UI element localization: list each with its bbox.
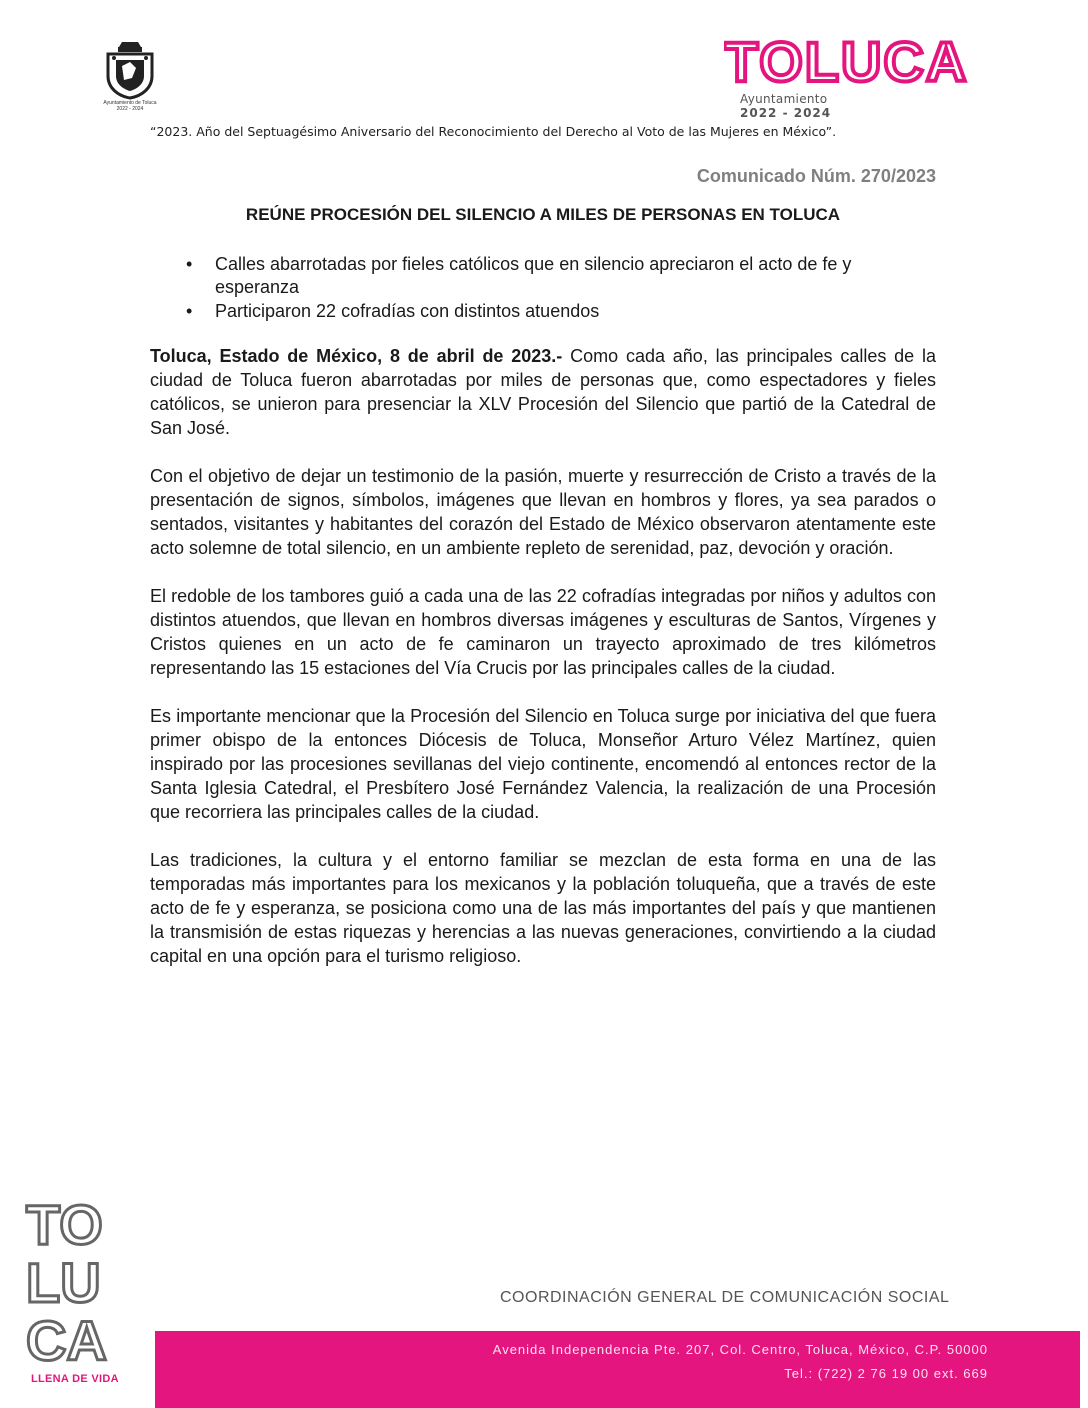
brand-subtitle-line1: Ayuntamiento <box>740 92 828 106</box>
tagline: LLENA DE VIDA <box>31 1373 119 1385</box>
bullet-text: Calles abarrotadas por fieles católicos que en silencio apreciaron el acto de fe y esperanza <box>215 254 852 297</box>
stacked-toluca-logo <box>24 1192 144 1368</box>
paragraph-text: Como cada año, las principales calles de la ciudad de Toluca fueron abarrotadas por miles de personas que, como espectadores y fieles católicos, se unieron para presenciar la XLV Procesión del Silencio que partió de la Catedral de San José. <box>150 346 936 438</box>
headline: REÚNE PROCESIÓN DEL SILENCIO A MILES DE PERSONAS EN TOLUCA <box>245 205 841 224</box>
seal-caption <box>88 100 172 112</box>
municipal-seal <box>88 38 172 118</box>
article-body <box>150 344 936 992</box>
bullet-item <box>150 253 936 299</box>
paragraph: El redoble de los tambores guió a cada una de las 22 cofradías integradas por niños y adultos con distintos atuendos, que llevan en hombros diversas imágenes y esculturas de Santos, Vírgenes y Cristos quienes en un acto de fe caminaron un trayecto aproximado de tres kilómetros representando las 15 estaciones del Vía Crucis por las principales calles de la ciudad. <box>150 586 936 678</box>
footer-address: Avenida Independencia Pte. 207, Col. Centro, Toluca, México, C.P. 50000 <box>492 1342 988 1357</box>
bullet-icon: • <box>186 254 193 274</box>
footer-phone: Tel.: (722) 2 76 19 00 ext. 669 <box>784 1366 988 1381</box>
toluca-wordmark <box>724 36 986 88</box>
brand-subtitle-line2: 2022 - 2024 <box>740 106 832 120</box>
coordination-label: COORDINACIÓN GENERAL DE COMUNICACIÓN SOCIAL <box>500 1289 950 1306</box>
seal-caption-line1: Ayuntamiento de Toluca <box>103 100 157 106</box>
bullet-icon: • <box>186 301 193 321</box>
brand-wordmark-text: TOLUCA <box>724 36 969 88</box>
paragraph: Las tradiciones, la cultura y el entorno familiar se mezclan de esta forma en una de las temporadas más importantes para los mexicanos y la población toluqueña, que a través de este acto de fe y esperanza, se posiciona como una de las más importantes del país y que mantienen la transmisión de estas riquezas y herencias a las nuevas generaciones, convirtiendo a la ciudad capital en una opción para el turismo religioso. <box>150 850 936 966</box>
logo-row-ca: CA <box>26 1309 107 1368</box>
bullet-item <box>150 300 936 323</box>
footer-toluca-logo <box>24 1192 144 1392</box>
paragraph-lead <box>150 344 936 440</box>
seal-caption-line2: 2022 - 2024 <box>116 106 144 112</box>
bullet-text: Participaron 22 cofradías con distintos atuendos <box>215 301 600 321</box>
coat-of-arms-icon <box>100 38 160 100</box>
paragraph: Con el objetivo de dejar un testimonio de la pasión, muerte y resurrección de Cristo a través de la presentación de signos, símbolos, imágenes que llevan en hombros y flores, ya sea parados o sentados, visitantes y habitantes del corazón del Estado de México observaron atentamente este acto solemne de total silencio, en un ambiente repleto de serenidad, paz, devoción y oración. <box>150 466 936 558</box>
toluca-brand-logo <box>724 36 986 126</box>
brand-subtitle <box>740 92 831 120</box>
dateline: Toluca, Estado de México, 8 de abril de 2023.- <box>150 346 563 366</box>
paragraph: Es importante mencionar que la Procesión del Silencio en Toluca surge por iniciativa del que fuera primer obispo de la entonces Diócesis de Toluca, Monseñor Arturo Vélez Martínez, quien inspirado por las procesiones sevillanas del viejo continente, encomendó al entonces rector de la Santa Iglesia Catedral, el Presbítero José Fernández Valencia, la realización de una Procesión que recorriera las principales calles de la ciudad. <box>150 706 936 822</box>
document-number: Comunicado Núm. 270/2023 <box>696 166 936 186</box>
logo-row-lu: LU <box>26 1251 101 1314</box>
year-motto: “2023. Año del Septuagésimo Aniversario del Reconocimiento del Derecho al Voto de las Mujeres en México”. <box>150 124 837 139</box>
logo-row-to: TO <box>26 1193 103 1256</box>
summary-bullets <box>150 253 936 324</box>
